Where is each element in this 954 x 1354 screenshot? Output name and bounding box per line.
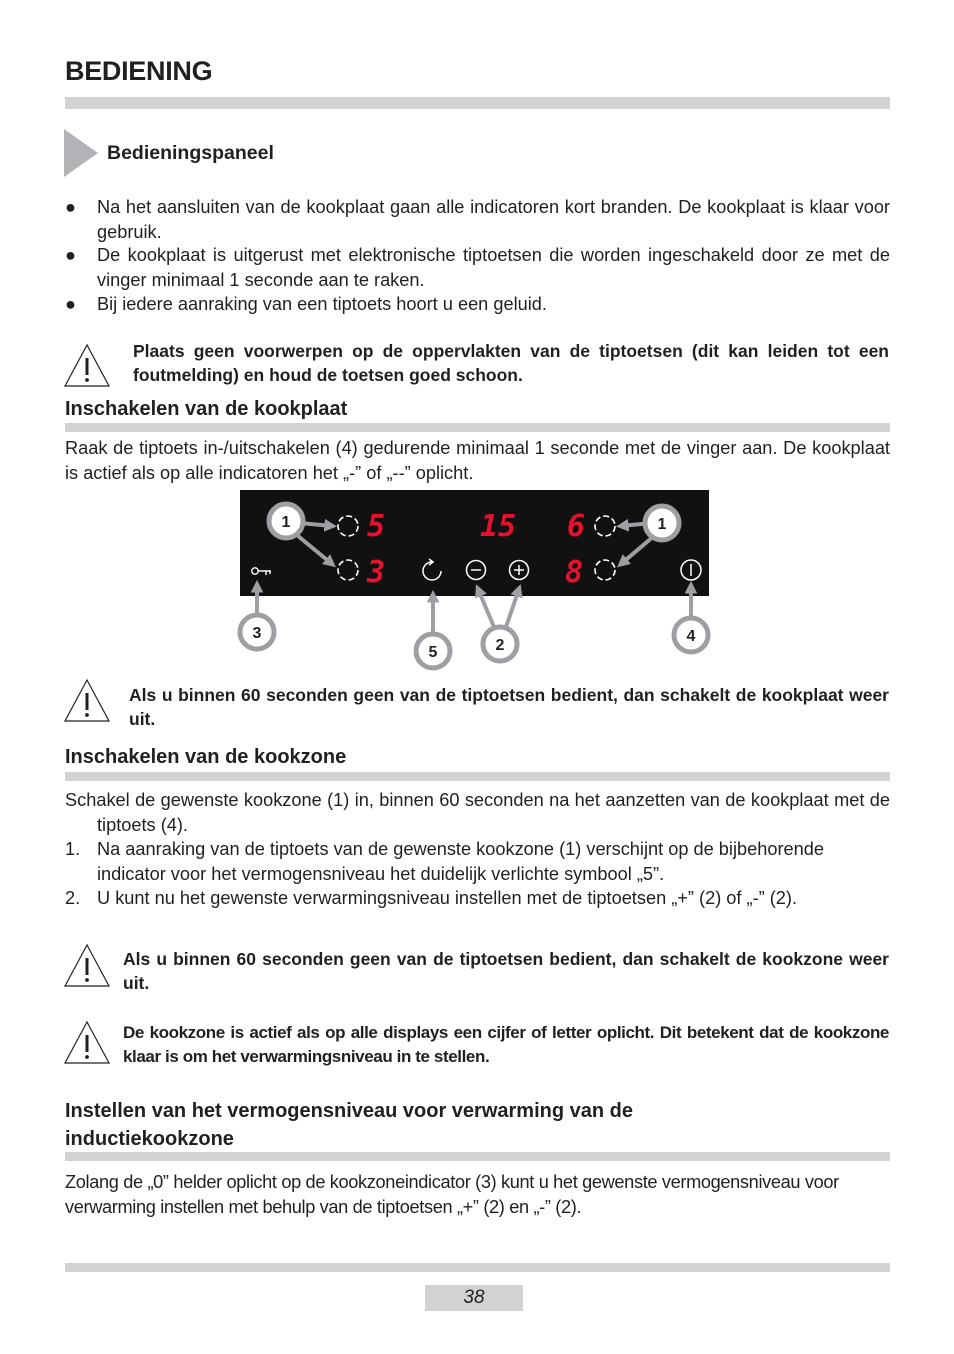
warning-triangle-icon: [63, 943, 111, 988]
bullet-icon: ●: [65, 294, 76, 314]
paragraph: [65, 788, 890, 837]
bullet-text: De kookplaat is uitgerust met elektronische tiptoetsen die worden ingeschakeld door ze met de vinger minimaal 1 seconde aan te raken.: [97, 245, 890, 290]
warning-text: Als u binnen 60 seconden geen van de tiptoetsen bedient, dan schakelt de kookzone weer uit.: [123, 949, 889, 993]
paragraph: Zolang de „0” helder oplicht op de kookzoneindicator (3) kunt u het gewenste vermogensniveau voor verwarming instellen met behulp van de tiptoetsen „+” (2) en „-” (2).: [65, 1172, 839, 1217]
display-top-left: 5: [367, 509, 386, 544]
page-number: 38: [425, 1285, 523, 1311]
section-heading-panel: Bedieningspaneel: [107, 142, 274, 164]
display-bottom-right: 8: [565, 555, 584, 590]
control-panel-diagram: [230, 488, 720, 678]
warning-text: Als u binnen 60 seconden geen van de tiptoetsen bedient, dan schakelt de kookplaat weer uit.: [129, 685, 889, 729]
step-text: Na aanraking van de tiptoets van de gewenste kookzone (1) verschijnt op de bijbehorende indicator voor het vermogensniveau het duidelijk verlichte symbool „5”.: [97, 839, 824, 884]
title-rule: [65, 97, 890, 109]
warning-triangle-icon: [63, 343, 111, 388]
callout-label-5: 5: [428, 644, 438, 661]
paragraph: Raak de tiptoets in-/uitschakelen (4) gedurende minimaal 1 seconde met de vinger aan. De kookplaat is actief als op alle indicatoren het „-” of „--” oplicht.: [65, 438, 890, 483]
bullet-text: Bij iedere aanraking van een tiptoets hoort u een geluid.: [97, 294, 547, 314]
section-heading-zone: Inschakelen van de kookzone: [65, 746, 347, 768]
step-number: 1.: [65, 839, 81, 859]
section-heading-power-line-1: Instellen van het vermogensniveau voor verwarming van de: [65, 1100, 633, 1122]
step-text: U kunt nu het gewenste verwarmingsniveau instellen met de tiptoetsen „+” (2) of „-” (2).: [97, 888, 798, 908]
section-heading-switch-on: Inschakelen van de kookplaat: [65, 398, 348, 420]
display-bottom-left: 3: [367, 555, 386, 590]
list-item: [65, 243, 890, 292]
warning-text: Plaats geen voorwerpen op de oppervlakten van de tiptoetsen (dit kan leiden tot een foutmelding) en houd de toetsen goed schoon.: [133, 341, 889, 385]
bullet-icon: ●: [65, 197, 76, 217]
list-item: [65, 886, 890, 911]
warning-triangle-icon: [63, 1020, 111, 1065]
callout-label-3: 3: [252, 625, 262, 642]
paragraph-text: Schakel de gewenste kookzone (1) in, binnen 60 seconden na het aanzetten van de kookplaat met de tiptoets (4).: [65, 790, 890, 835]
step-number: 2.: [65, 888, 81, 908]
display-timer: 15: [480, 509, 517, 544]
list-item: [65, 837, 890, 886]
callout-label-2: 2: [495, 637, 505, 654]
callout-label-1-left: 1: [281, 514, 291, 531]
bullet-text: Na het aansluiten van de kookplaat gaan alle indicatoren kort branden. De kookplaat is klaar voor gebruik.: [97, 197, 890, 242]
section-heading-power-line-2: inductiekookzone: [65, 1128, 234, 1150]
section-arrow-icon: [64, 129, 100, 177]
callout-label-1-right: 1: [657, 516, 667, 533]
warning-triangle-icon: [63, 678, 111, 723]
display-top-right: 6: [567, 509, 586, 544]
warning-text: De kookzone is actief als op alle displays een cijfer of letter oplicht. Dit betekent dat de kookzone klaar is om het verwarmingsniveau in te stellen.: [123, 1023, 889, 1066]
list-item: [65, 292, 890, 317]
footer-rule: [65, 1263, 890, 1272]
section-rule: [65, 1152, 890, 1161]
section-rule: [65, 423, 890, 432]
bullet-icon: ●: [65, 245, 76, 265]
section-rule: [65, 772, 890, 781]
callout-label-4: 4: [686, 628, 696, 645]
page-title: BEDIENING: [65, 56, 213, 86]
list-item: [65, 195, 890, 244]
